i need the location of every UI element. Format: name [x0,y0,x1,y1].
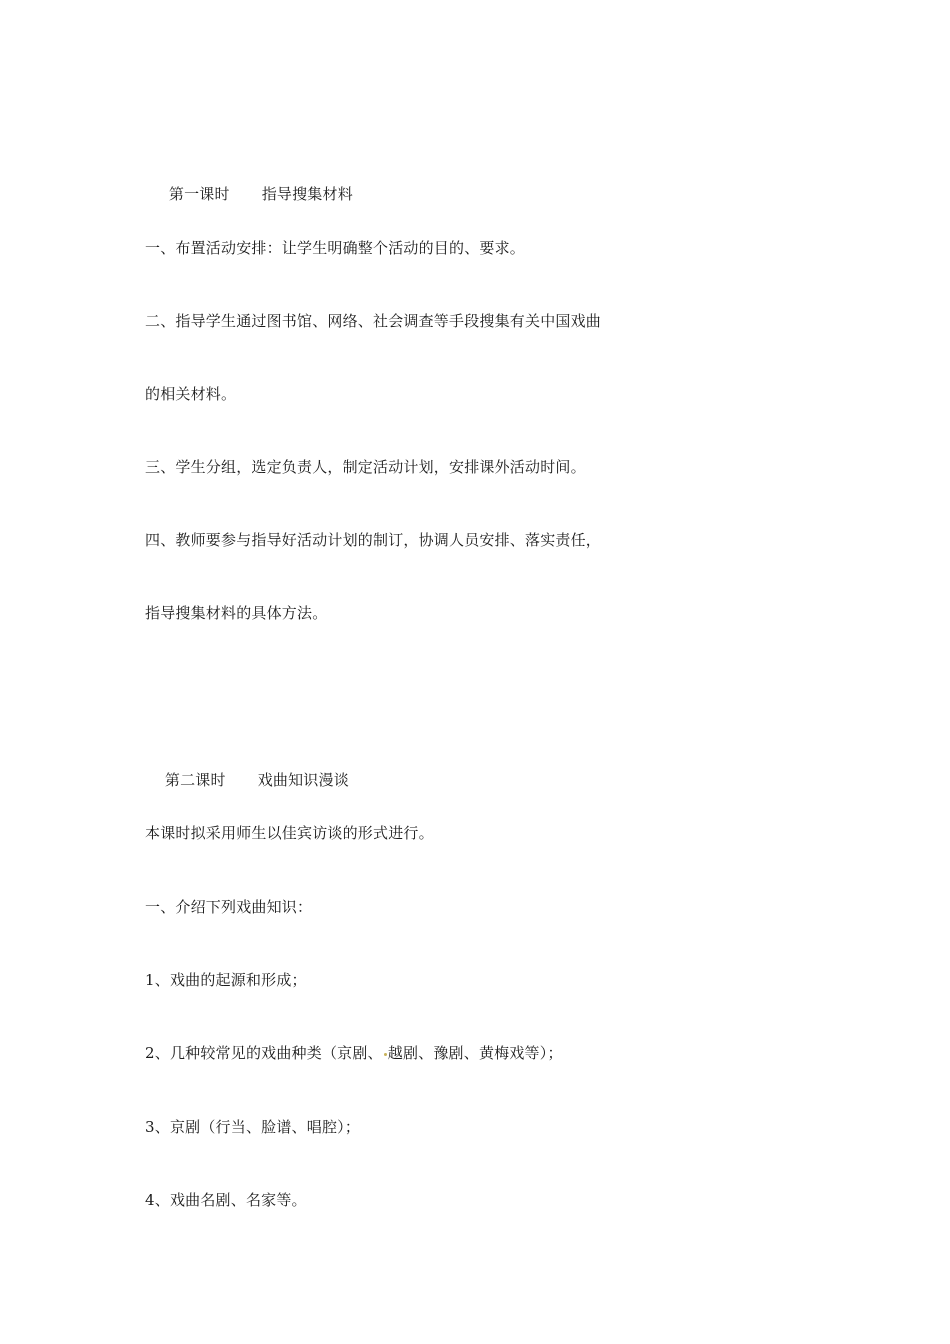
lesson2-list-item-2-part-b: 越剧、豫剧、黄梅戏等）； [387,1044,563,1062]
lesson1-heading [149,164,353,224]
lesson1-item-3: 三、学生分组，选定负责人，制定活动计划，安排课外活动时间。 [145,458,586,476]
lesson2-heading-number: 第二课时 [164,771,226,789]
lesson2-list-item-4: 4、戏曲名剧、名家等。 [145,1191,307,1209]
lesson1-item-4-continued: 指导搜集材料的具体方法。 [145,604,328,622]
lesson1-item-1: 一、布置活动安排：让学生明确整个活动的目的、要求。 [145,239,526,257]
lesson2-heading-title: 戏曲知识漫谈 [257,771,349,789]
lesson2-intro: 本课时拟采用师生以佳宾访谈的形式进行。 [145,824,434,842]
lesson2-list-item-2 [145,1043,563,1063]
lesson2-list-item-1: 1、戏曲的起源和形成； [145,971,307,989]
lesson1-heading-title: 指导搜集材料 [261,185,353,203]
lesson2-list-item-3: 3、京剧（行当、脸谱、唱腔）； [145,1118,361,1136]
lesson1-item-2-continued: 的相关材料。 [145,385,237,403]
lesson2-heading [145,750,349,810]
lesson2-item-heading: 一、介绍下列戏曲知识： [145,898,313,916]
lesson1-item-2: 二、指导学生通过图书馆、网络、社会调查等手段搜集有关中国戏曲 [145,312,602,330]
stray-dot-mark [384,1053,387,1056]
lesson2-list-item-2-part-a: 2、几种较常见的戏曲种类（京剧、 [145,1044,383,1062]
lesson1-item-4: 四、教师要参与指导好活动计划的制订，协调人员安排、落实责任， [145,531,602,549]
lesson1-heading-number: 第一课时 [168,185,230,203]
